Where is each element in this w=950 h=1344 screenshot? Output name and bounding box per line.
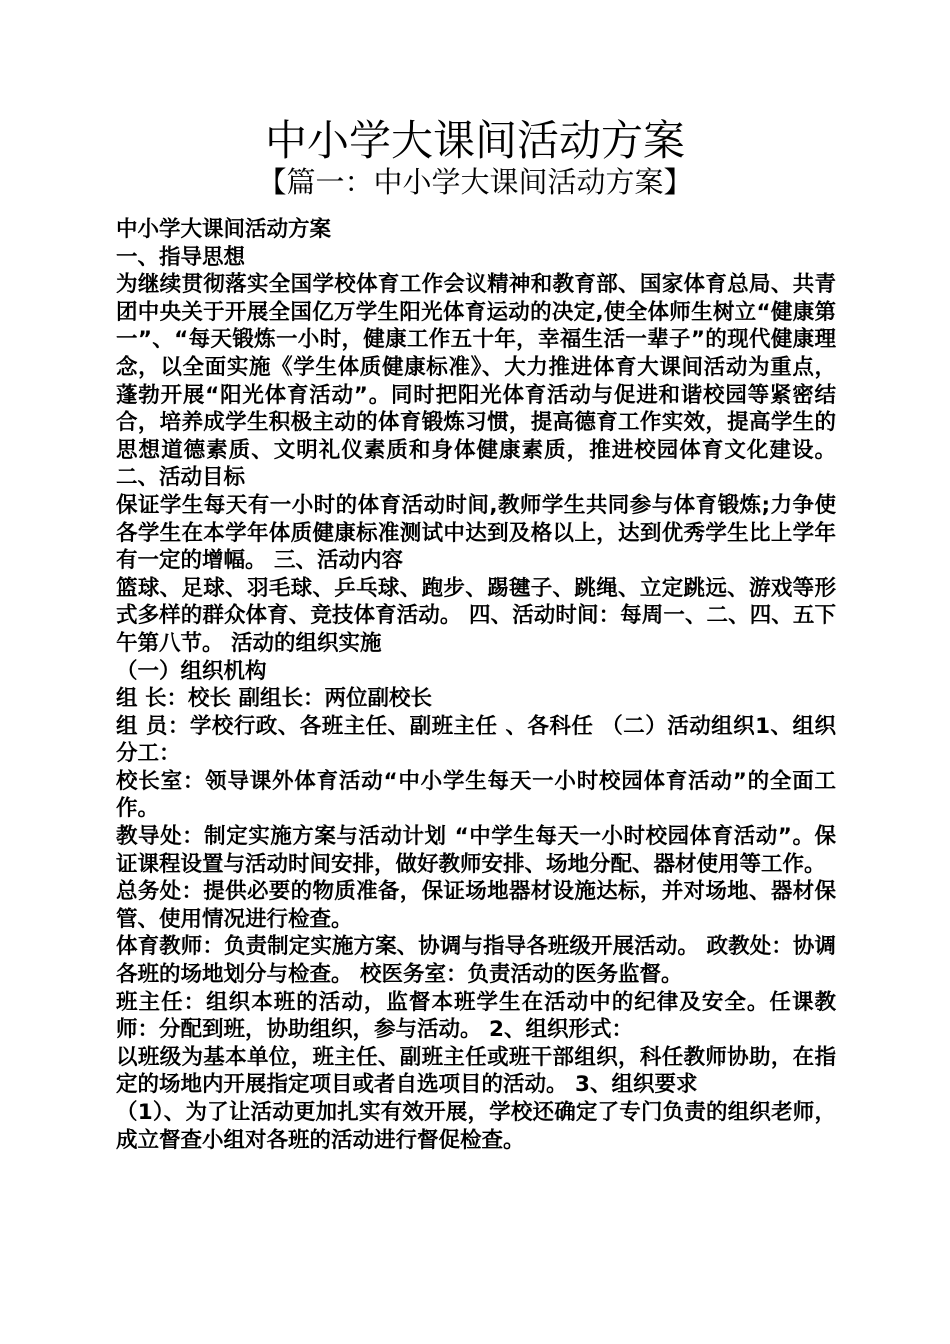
body-paragraph: 总务处：提供必要的物质准备，保证场地器材设施达标，并对场地、器材保管、使用情况进行检查。 xyxy=(116,879,836,932)
body-paragraph: （一）组织机构 xyxy=(116,658,267,684)
body-paragraph: 篮球、足球、羽毛球、乒乓球、跑步、踢毽子、跳绳、立定跳远、游戏等形式多样的群众体育、竞技体育活动。 四、活动时间：每周一、二、四、五下午第八节。 活动的组织实施 xyxy=(116,575,836,656)
body-paragraph: 班主任：组织本班的活动，监督本班学生在活动中的纪律及安全。任课教师：分配到班，协助组织，参与活动。 2、组织形式： xyxy=(116,989,836,1043)
body-paragraph: 保证学生每天有一小时的体育活动时间,教师学生共同参与体育锻炼;力争使各学生在本学年体质健康标准测试中达到及格以上，达到优秀学生比上学年有一定的增幅。 三、活动内容 xyxy=(116,492,836,574)
body-paragraph: （1）、为了让活动更加扎实有效开展，学校还确定了专门负责的组织老师，成立督查小组对各班的活动进行督促检查。 xyxy=(116,1100,836,1153)
body-paragraph: 以班级为基本单位，班主任、副班主任或班干部组织，科任教师协助，在指定的场地内开展指定项目或者自选项目的活动。 3、组织要求 xyxy=(116,1044,836,1098)
body-paragraph: 组 长：校长 副组长：两位副校长 xyxy=(116,686,432,712)
document-title: 中小学大课间活动方案 xyxy=(264,116,685,165)
body-paragraph: 教导处：制定实施方案与活动计划 “中学生每天一小时校园体育活动”。保证课程设置与活动时间安排，做好教师安排、场地分配、器材使用等工作。 xyxy=(116,824,836,877)
body-paragraph: 组 员：学校行政、各班主任、副班主任 、各科任 （二）活动组织1、组织分工： xyxy=(116,713,836,767)
body-paragraph: 校长室：领导课外体育活动“中小学生每天一小时校园体育活动”的全面工作。 xyxy=(116,768,836,822)
body-paragraph: 为继续贯彻落实全国学校体育工作会议精神和教育部、国家体育总局、共青团中央关于开展全国亿万学生阳光体育运动的决定,使全体师生树立“健康第一”、“每天锻炼一小时，健康工作五十年，幸福生活一辈子”的现代健康理念，以全面实施《学生体质健康标准》、大力推进体育大课间活动为重点，蓬勃开展“阳光体育活动”。同时把阳光体育活动与促进和谐校园等紧密结合，培养成学生积极主动的体育锻炼习惯，提高德育工作实效，提高学生的思想道德素质、文明礼仪素质和身体健康素质，推进校园体育文化建设。 二、活动目标 xyxy=(116,272,836,491)
document-subtitle: 【篇一：中小学大课间活动方案】 xyxy=(257,165,693,199)
body-paragraph: 一、指导思想 xyxy=(116,244,246,270)
body-paragraph: 体育教师：负责制定实施方案、协调与指导各班级开展活动。 政教处：协调各班的场地划分与检查。 校医务室：负责活动的医务监督。 xyxy=(116,934,836,988)
body-paragraph: 中小学大课间活动方案 xyxy=(116,217,332,242)
document-body xyxy=(116,216,836,1154)
